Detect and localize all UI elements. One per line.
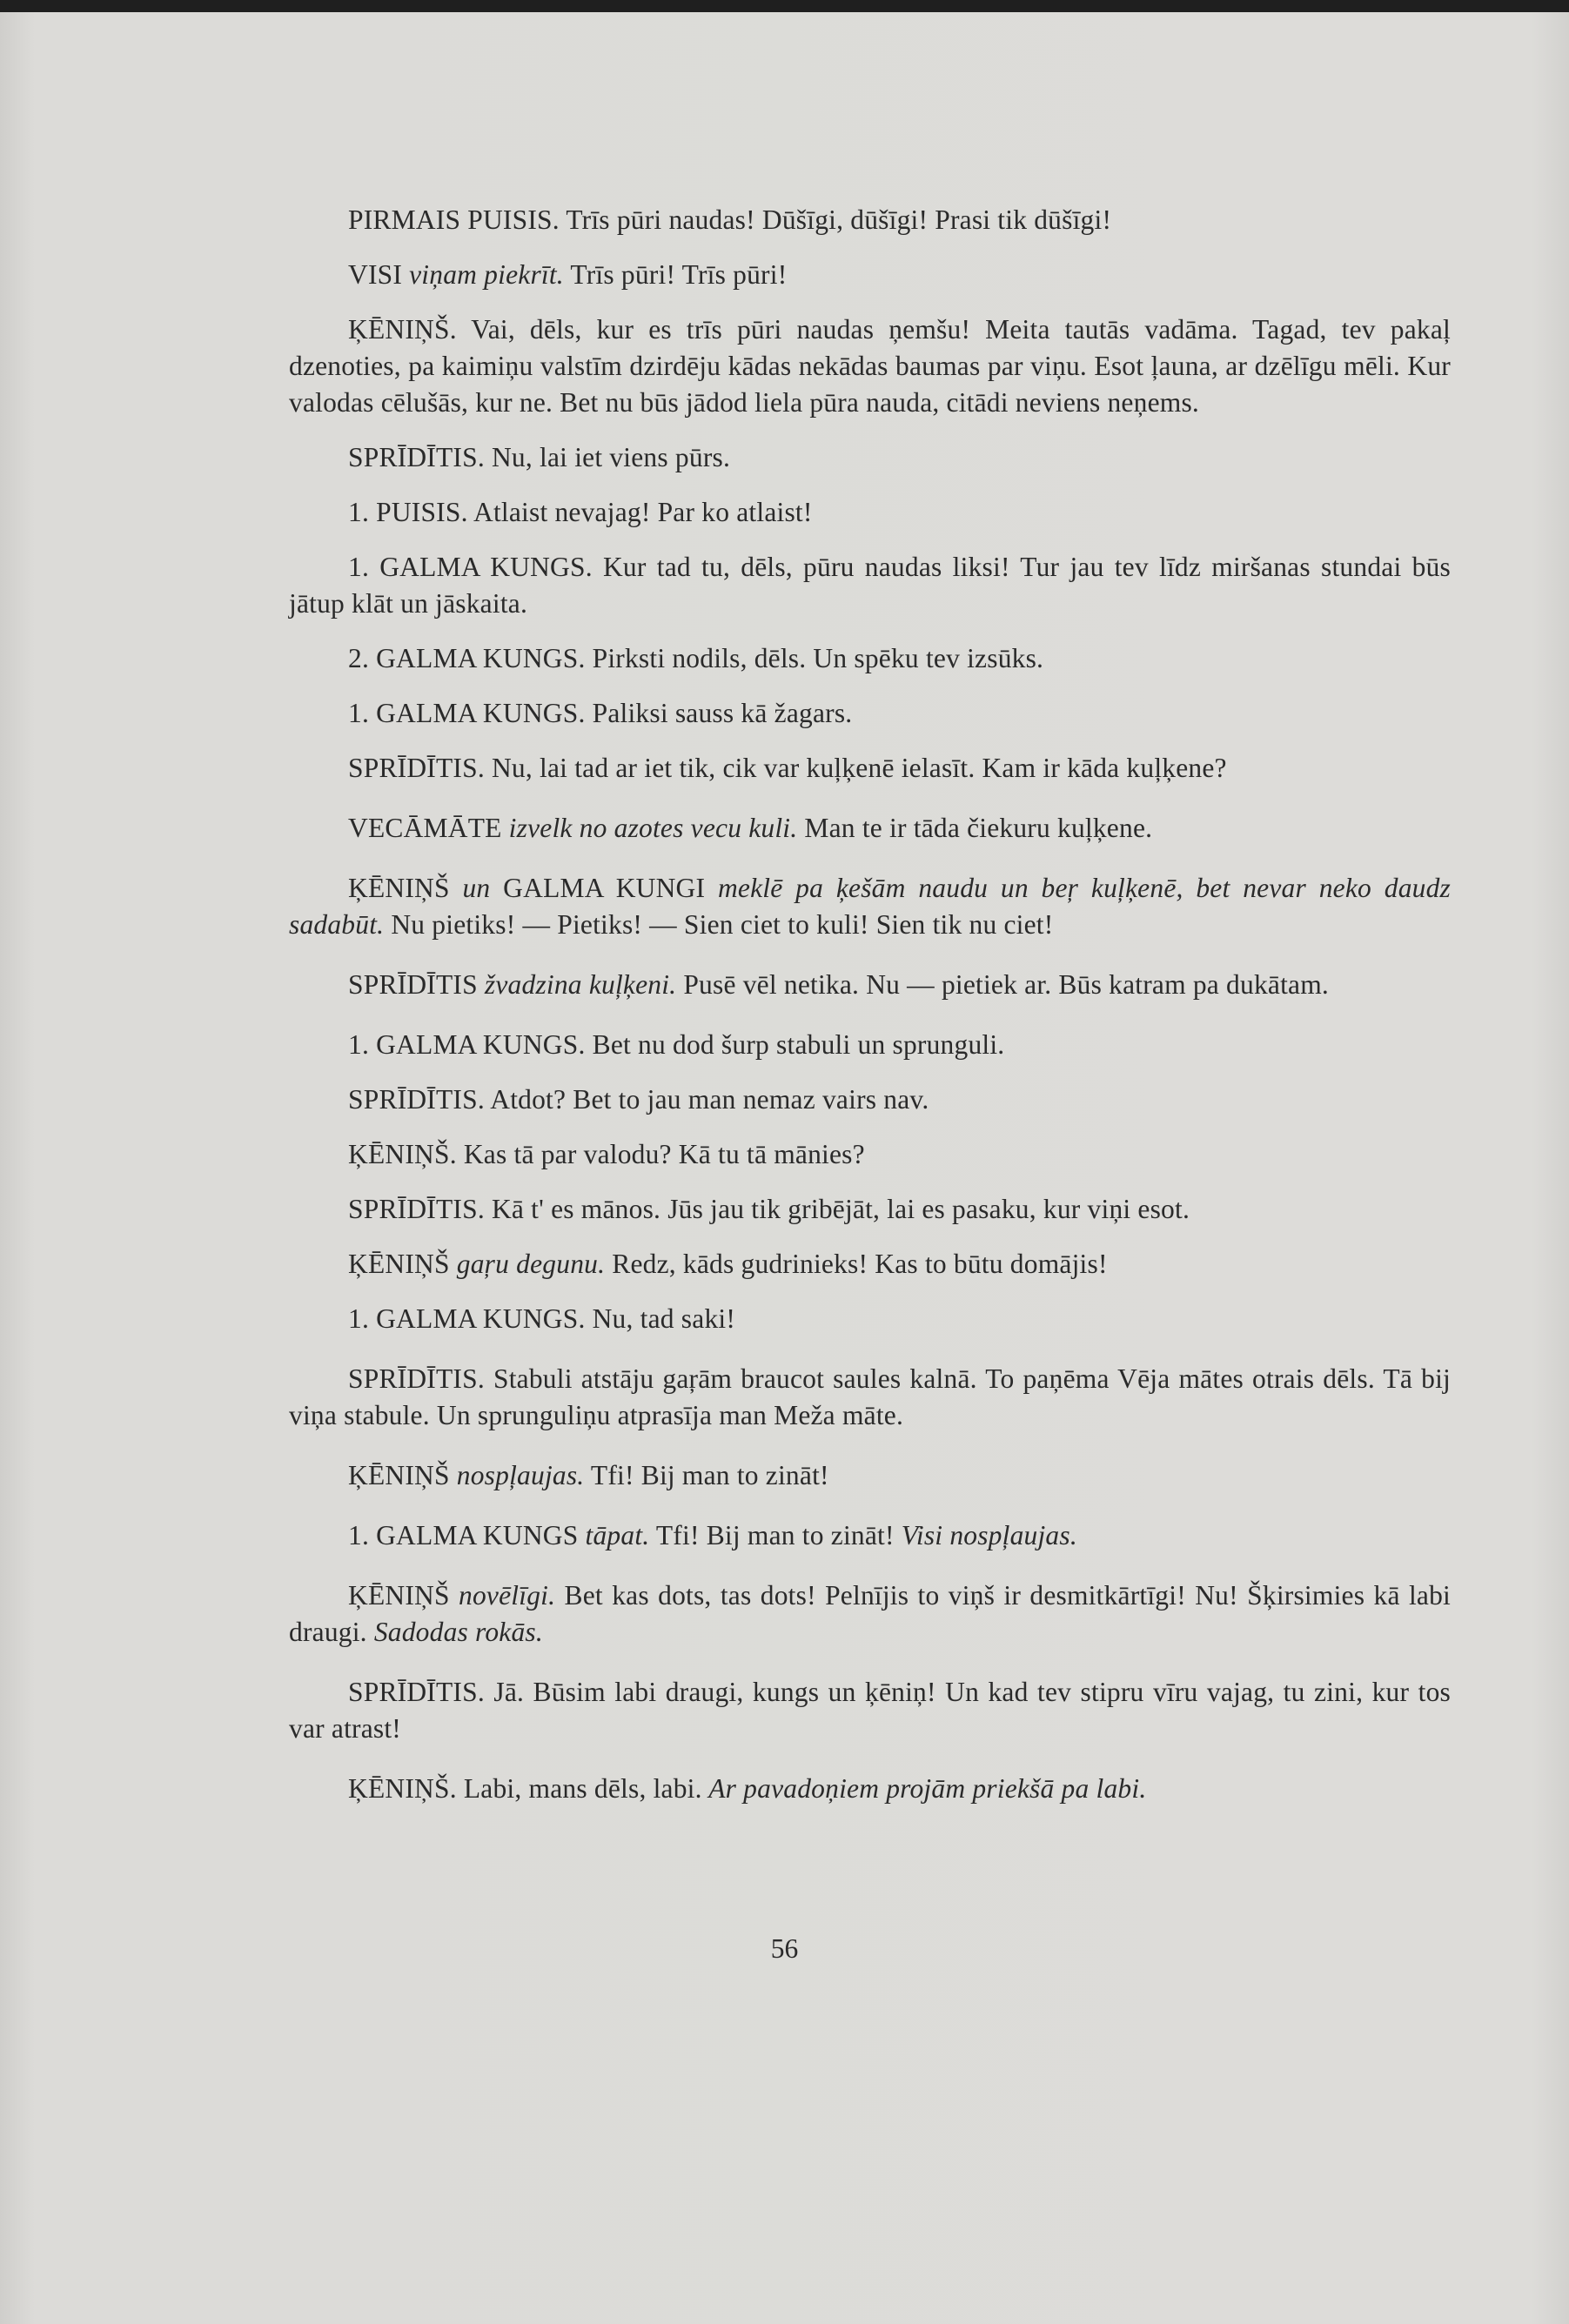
speech: Stabuli atstāju gaŗām braucot saules kalnā. To paņēma Vēja mātes otrais dēls. Tā bij viņa stabule. Un sprunguliņu atprasīja man Meža māte. xyxy=(289,1363,1451,1430)
dialogue-line xyxy=(289,1082,1451,1118)
speaker: 1. GALMA KUNGS. xyxy=(348,1029,586,1060)
speaker: ĶĒNIŅŠ. xyxy=(348,1773,457,1804)
speech: Pirksti nodils, dēls. Un spēku tev izsūks. xyxy=(585,643,1044,673)
speaker: SPRĪDĪTIS. xyxy=(348,753,485,783)
dialogue-line xyxy=(289,202,1451,238)
stage-direction: un xyxy=(449,873,491,903)
speaker: ĶĒNIŅŠ xyxy=(348,1580,450,1611)
stage-direction: novēlīgi. xyxy=(449,1580,556,1611)
dialogue-line xyxy=(289,257,1451,293)
stage-direction: gaŗu degunu. xyxy=(449,1249,606,1279)
speaker: SPRĪDĪTIS. xyxy=(348,442,485,472)
speaker: SPRĪDĪTIS xyxy=(348,969,478,1000)
speech: Kur tad tu, dēls, pūru naudas liksi! Tur jau tev līdz miršanas stundai būs jātup klāt un jāskaita. xyxy=(289,552,1451,619)
speech: Nu, lai tad ar iet tik, cik var kuļķenē ielasīt. Kam ir kāda kuļķene? xyxy=(484,753,1227,783)
stage-direction: nospļaujas. xyxy=(449,1460,585,1490)
speech: Labi, mans dēls, labi. xyxy=(456,1773,702,1804)
speech: Pusē vēl netika. Nu — pietiek ar. Būs katram pa dukātam. xyxy=(676,969,1329,1000)
stage-direction: tāpat. xyxy=(578,1520,650,1550)
speaker: 1. GALMA KUNGS xyxy=(348,1520,579,1550)
speech: Tfi! Bij man to zināt! xyxy=(649,1520,895,1550)
stage-direction: Visi nospļaujas. xyxy=(894,1520,1077,1550)
speech: Bet kas dots, tas dots! Pelnījis to viņš ir desmitkārtīgi! Nu! Šķirsimies kā labi draugi. xyxy=(289,1580,1451,1647)
stage-direction: Sadodas rokās. xyxy=(366,1617,543,1647)
dialogue-line xyxy=(289,640,1451,677)
stage-direction: Ar pavadoņiem projām priekšā pa labi. xyxy=(701,1773,1147,1804)
speaker: ĶĒNIŅŠ xyxy=(348,873,450,903)
stage-direction: izvelk no azotes vecu kuli. xyxy=(501,813,798,843)
speaker: 1. PUISIS. xyxy=(348,497,468,527)
dialogue-line xyxy=(289,870,1451,943)
speaker: SPRĪDĪTIS. xyxy=(348,1677,485,1707)
speech: Man te ir tāda čiekuru kuļķene. xyxy=(797,813,1153,843)
dialogue-line xyxy=(289,1517,1451,1554)
dialogue-line xyxy=(289,967,1451,1003)
speech: Paliksi sauss kā žagars. xyxy=(585,698,853,728)
speech: Nu, lai iet viens pūrs. xyxy=(484,442,731,472)
speaker: SPRĪDĪTIS. xyxy=(348,1194,485,1224)
speech: Trīs pūri! Trīs pūri! xyxy=(563,259,788,290)
stage-direction: žvadzina kuļķeni. xyxy=(477,969,677,1000)
dialogue-line xyxy=(289,1457,1451,1494)
dialogue-line xyxy=(289,1771,1451,1807)
speech: Bet nu dod šurp stabuli un sprunguli. xyxy=(585,1029,1005,1060)
dialogue-line xyxy=(289,1674,1451,1747)
speech: Atdot? Bet to jau man nemaz vairs nav. xyxy=(484,1084,929,1115)
dialogue-line xyxy=(289,1246,1451,1283)
dialogue-line xyxy=(289,311,1451,421)
speech: Tfi! Bij man to zināt! xyxy=(584,1460,829,1490)
speech: Nu, tad saki! xyxy=(585,1303,736,1334)
dialogue-line xyxy=(289,494,1451,531)
speech: Redz, kāds gudrinieks! Kas to būtu domājis! xyxy=(605,1249,1108,1279)
dialogue-line xyxy=(289,695,1451,732)
speaker: ĶĒNIŅŠ. xyxy=(348,314,457,345)
dialogue-line xyxy=(289,1361,1451,1434)
play-text xyxy=(289,202,1451,1825)
speaker: 1. GALMA KUNGS. xyxy=(348,552,593,582)
speaker: VISI xyxy=(348,259,403,290)
dialogue-line xyxy=(289,1301,1451,1337)
speaker: 2. GALMA KUNGS. xyxy=(348,643,586,673)
speaker: ĶĒNIŅŠ. xyxy=(348,1139,457,1169)
speaker: SPRĪDĪTIS. xyxy=(348,1363,485,1394)
dialogue-line xyxy=(289,1136,1451,1173)
speaker: SPRĪDĪTIS. xyxy=(348,1084,485,1115)
dialogue-line xyxy=(289,439,1451,476)
speech: Kā t' es mānos. Jūs jau tik gribējāt, lai es pasaku, kur viņi esot. xyxy=(484,1194,1190,1224)
dialogue-line xyxy=(289,549,1451,622)
dialogue-line xyxy=(289,1191,1451,1228)
speaker: VECĀMĀTE xyxy=(348,813,502,843)
dialogue-line xyxy=(289,810,1451,847)
speaker: ĶĒNIŅŠ xyxy=(348,1249,450,1279)
stage-direction: viņam piekrīt. xyxy=(402,259,564,290)
speech: Kas tā par valodu? Kā tu tā mānies? xyxy=(456,1139,865,1169)
speech: Jā. Būsim labi draugi, kungs un ķēniņ! Un kad tev stipru vīru vajag, tu zini, kur tos var atrast! xyxy=(289,1677,1451,1744)
speaker: ĶĒNIŅŠ xyxy=(348,1460,450,1490)
speaker: PIRMAIS PUISIS. xyxy=(348,204,560,235)
scan-top-edge xyxy=(0,0,1569,12)
speaker: 1. GALMA KUNGS. xyxy=(348,1303,586,1334)
dialogue-line xyxy=(289,1027,1451,1063)
stage-direction: meklē pa ķešām naudu un beŗ kuļķenē, bet nevar neko daudz sadabūt. xyxy=(289,873,1452,940)
page-number: 56 xyxy=(770,1933,799,1964)
dialogue-line xyxy=(289,1577,1451,1651)
speech: Nu pietiks! — Pietiks! — Sien ciet to kuli! Sien tik nu ciet! xyxy=(384,909,1054,940)
speech: Trīs pūri naudas! Dūšīgi, dūšīgi! Prasi tik dūšīgi! xyxy=(559,204,1112,235)
dialogue-line xyxy=(289,750,1451,787)
speech: Vai, dēls, kur es trīs pūri naudas ņemšu! Meita tautās vadāma. Tagad, tev pakaļ dzenoties, pa kaimiņu valstīm dzirdēju kādas nekādas baumas par viņu. Esot ļauna, ar dzēlīgu mēli. Kur valodas cēlušās, kur ne. Bet nu būs jādod liela pūra nauda, citādi neviens neņems. xyxy=(289,314,1451,418)
speaker: GALMA KUNGI xyxy=(490,873,706,903)
speaker: 1. GALMA KUNGS. xyxy=(348,698,586,728)
speech: Atlaist nevajag! Par ko atlaist! xyxy=(467,497,813,527)
